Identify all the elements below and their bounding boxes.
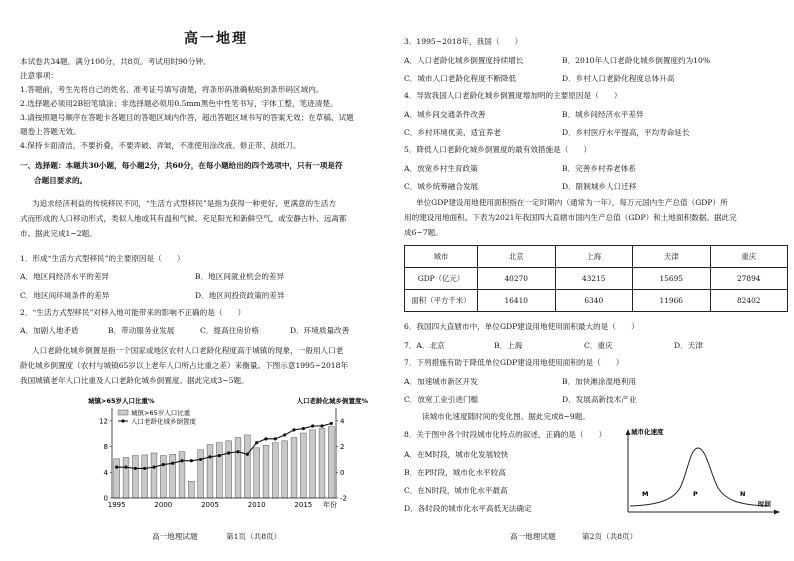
table-cell: 40270 [478, 268, 556, 290]
question-stem: 7．下列措施有助于降低单位GDP建设用地使用面积的是（ ） [404, 358, 624, 367]
chart-bar [310, 430, 316, 498]
passage-line: 成6~7题。 [404, 228, 443, 237]
option-b[interactable]: B．上海 [494, 341, 523, 350]
option-c[interactable]: C．在N时段，城市化水平最高 [404, 486, 508, 495]
table-header-cell: 重庆 [710, 246, 788, 268]
chart-line-point [236, 450, 239, 453]
right-page [402, 0, 787, 561]
label-n: N [740, 490, 746, 498]
exam-note: 本试卷共34题，满分100分，共8页。考试用时90分钟。 [20, 57, 211, 66]
option-a[interactable]: A．人口老龄化城乡倒置度持续增长 [404, 56, 524, 65]
table-cell: GDP（亿元） [405, 268, 478, 290]
chart-line-point [311, 424, 314, 427]
chart-x-tick-label: 2005 [201, 501, 219, 509]
option-d[interactable]: D．乡村医疗水平提高，平均寿命延长 [562, 128, 690, 137]
exam-note: 1.答题前，考生先将自己的姓名、准考证号填写清楚，将条形码准确粘贴到条形码区域内。 [20, 85, 324, 94]
chart-line-point [208, 455, 211, 458]
speed-curve [630, 448, 768, 506]
chart-line-point [320, 424, 323, 427]
section-heading: 一、选择题：本题共30小题，每小题2分，共60分，在每小题给出的四个选项中，只有一项是符 [20, 161, 343, 170]
exam-note: 3.请按照题号顺序在答题卡各题目的答题区域内作答，超出答题区域书写的答案无效；在草稿、试题 [20, 113, 354, 122]
footer-title: 高一地理试题 [510, 532, 556, 541]
footer-page: 第2页（共8页） [582, 532, 638, 541]
chart-line-point [264, 437, 267, 440]
option-a[interactable]: A．加剧人地矛盾 [20, 326, 79, 335]
chart-bar [291, 438, 297, 498]
chart-line-point [124, 466, 127, 469]
table-cell: 16410 [478, 290, 556, 312]
chart-bar [132, 456, 138, 498]
chart-x-tick-label: 年份 [323, 501, 337, 509]
legend-line-marker [121, 419, 124, 422]
option-d[interactable]: D．限制城乡人口迁移 [562, 182, 637, 191]
option-a[interactable]: 7．A．北京 [404, 341, 445, 350]
chart-bar [179, 452, 185, 498]
question-stem: 4．导致我国人口老龄化城乡倒置度增加明的主要原因是（ ） [404, 91, 622, 100]
chart-bar [328, 427, 334, 498]
chart-line-point [143, 467, 146, 470]
chart-line-point [162, 463, 165, 466]
question-stem: 8．关于图中各个时段城市化特点的叙述，正确的是（ ） [404, 430, 607, 439]
left-page [8, 0, 393, 561]
passage-line: 单位GDP建设用地使用面积指在一定时期内（通常为一年），每万元国内生产总值（GDP）所 [416, 198, 728, 207]
option-c[interactable]: C．城乡统筹融合发展 [404, 182, 479, 191]
exam-note: 题卷上答题无效。 [20, 127, 81, 136]
table-cell: 15695 [633, 268, 711, 290]
option-d[interactable]: D．各时段的城市化水平高低无法确定 [404, 504, 532, 513]
chart-line-point [292, 428, 295, 431]
option-d[interactable]: D．环境质量改善 [290, 326, 350, 335]
chart-y-left-tick-label: 0 [103, 494, 108, 503]
table-row [405, 268, 788, 290]
option-d[interactable]: D．乡村人口老龄化程度总体升高 [562, 74, 675, 83]
chart-bar [244, 435, 250, 498]
figure-ylabel: 城市化速度 [631, 428, 664, 436]
chart-bar [160, 456, 166, 498]
chart-line-series [117, 423, 332, 468]
x-axis-arrow-icon [774, 510, 780, 515]
chart-bar [170, 454, 176, 498]
option-b[interactable]: B．在P时段，城市化水平较高 [404, 468, 506, 477]
option-b[interactable]: B．2010年人口老龄化城乡倒置度约为10% [562, 56, 711, 65]
passage-line: 人口老龄化城乡倒置是指一个国家或地区农村人口老龄化程度高于城镇的现象，一般用人口老 [32, 346, 344, 355]
question-stem: 1．形成“生活方式型移民”的主要原因是（ ） [20, 254, 185, 263]
chart-bar [272, 443, 278, 498]
table-cell: 43215 [555, 268, 633, 290]
chart-bar [207, 445, 213, 498]
option-c[interactable]: C．城市人口老龄化程度不断降低 [404, 74, 517, 83]
option-a[interactable]: A．放宽乡村生育政策 [404, 164, 478, 173]
option-a[interactable]: A．在M时段，城市化发展较快 [404, 450, 509, 459]
table-header-cell: 天津 [633, 246, 711, 268]
exam-note: 注意事项： [20, 71, 58, 80]
option-d[interactable]: D．地区间投资政策的差异 [195, 291, 285, 300]
chart-bar [263, 445, 269, 498]
chart-y-left-tick-label: 8 [103, 443, 108, 452]
chart-x-tick-label: 2000 [154, 501, 173, 509]
chart-line-point [274, 437, 277, 440]
option-d[interactable]: D．天津 [674, 341, 703, 350]
chart-line-point [246, 453, 249, 456]
gdp-area-table [404, 245, 788, 312]
table-header-row [405, 246, 788, 268]
chart-bar [319, 429, 325, 498]
chart-line-point [190, 459, 193, 462]
footer-title: 高一地理试题 [152, 532, 198, 541]
table-row [405, 290, 788, 312]
table-cell: 11966 [633, 290, 711, 312]
option-b[interactable]: B．地区间就业机会的差异 [195, 272, 285, 281]
option-b[interactable]: B．带动服务业发展 [108, 326, 175, 335]
legend-line-label: 人口老龄化城乡倒置度 [131, 417, 196, 426]
chart-y-right-tick-label: 0 [340, 468, 345, 477]
option-c[interactable]: C．地区间环境条件的差异 [20, 291, 110, 300]
figure-xlabel: 时间 [758, 500, 771, 508]
aging-chart [88, 396, 368, 514]
chart-line-point [218, 454, 221, 457]
chart-bar [142, 455, 148, 498]
passage-line: 用的建设用地面积。下表为2021年我国四大直辖市国内生产总值（GDP）和土地面积数据。据此完 [404, 213, 737, 222]
chart-y-left-tick-label: 12 [99, 417, 108, 426]
option-c[interactable]: C．乡村环境优美，适宜养老 [404, 128, 501, 137]
passage-line: 我国城镇老年人口比重及人口老龄化城乡倒置度。据此完成3~5题。 [20, 376, 249, 385]
label-p: P [693, 490, 698, 498]
chart-line-point [255, 441, 258, 444]
chart-line-point [180, 459, 183, 462]
chart-bar [226, 441, 232, 498]
option-b[interactable]: B．完善乡村养老体系 [562, 164, 636, 173]
chart-line-point [227, 451, 230, 454]
option-c[interactable]: C．重庆 [584, 341, 613, 350]
urbanization-speed-figure [618, 426, 788, 518]
footer-page: 第1页（共8页） [226, 532, 282, 541]
chart-bar [198, 450, 204, 498]
question-stem: 5．降低人口老龄化城乡倒置度的最有效措施是（ ） [404, 145, 592, 154]
chart-y-right-tick-label: 4 [340, 417, 345, 426]
option-b[interactable]: B．城乡间经济水平差异 [562, 110, 644, 119]
chart-bar [123, 458, 129, 499]
chart-bar [300, 433, 306, 498]
table-cell: 27894 [710, 268, 788, 290]
chart-x-tick-label: 2010 [247, 501, 266, 509]
option-a[interactable]: A．城乡间交通条件改善 [404, 110, 486, 119]
chart-y-left-tick-label: 4 [103, 468, 108, 477]
chart-bar [216, 443, 222, 498]
chart-line-point [302, 427, 305, 430]
option-c[interactable]: C．放宽工业引进门槛 [404, 395, 479, 404]
option-c[interactable]: C．提高住房价格 [200, 326, 259, 335]
page-title: 高一地理 [184, 31, 248, 47]
table-cell: 面积（平方千米） [405, 290, 478, 312]
table-cell: 6340 [555, 290, 633, 312]
option-a[interactable]: A．地区间经济水平的差异 [20, 272, 110, 281]
chart-line-point [330, 422, 333, 425]
table-header-cell: 北京 [478, 246, 556, 268]
option-d[interactable]: D．发展高新技术产业 [562, 395, 637, 404]
passage-line: 市。据此完成1~2题。 [20, 229, 97, 238]
table-cell: 82402 [710, 290, 788, 312]
question-stem: 6．我国四大直辖市中，单位GDP建设用地使用面积最大的是（ ） [404, 322, 639, 331]
chart-bar [235, 438, 241, 498]
table-header-cell: 城市 [405, 246, 478, 268]
chart-left-axis-title: 城镇>65岁人口比重% [88, 397, 155, 405]
chart-x-tick-label: 1995 [107, 501, 126, 509]
question-stem: 3．1995~2018年，我国（ ） [404, 37, 523, 46]
chart-bar [114, 459, 120, 498]
option-a[interactable]: A．加速城市新区开发 [404, 377, 478, 386]
chart-y-right-tick-label: 2 [340, 443, 345, 452]
option-b[interactable]: B．加快滩涂湿地利用 [562, 377, 636, 386]
passage-line: 式而形成的人口移动形式，类似人地或其有温和气候、充足阳光和新鲜空气，或安静古朴、远离都 [20, 214, 347, 223]
question-stem: 2．“生活方式型移民”对移入地可能带来的影响不正确的是（ ） [20, 308, 246, 317]
chart-line-point [171, 462, 174, 465]
chart-right-axis-title: 人口老龄化城乡倒置度% [296, 397, 368, 405]
chart-line-point [152, 466, 155, 469]
table-header-cell: 上海 [555, 246, 633, 268]
chart-line-point [134, 467, 137, 470]
exam-note: 2.选择题必须用2B铅笔填涂；非选择题必须用0.5mm黑色中性笔书写，字体工整，笔迹清楚。 [20, 99, 338, 108]
passage-line: 读城市化速度随时间的变化图。据此完成8~9题。 [422, 412, 590, 421]
y-axis-arrow-icon [626, 429, 631, 435]
chart-bar [254, 448, 260, 498]
chart-line-point [199, 458, 202, 461]
exam-note: 4.保持卡面清洁，不要折叠，不要弄破、弄皱，不准使用涂改液、修正带、刮纸刀。 [20, 141, 301, 150]
chart-line-point [283, 433, 286, 436]
passage-line: 为追求经济利益的传统移民不同，“生活方式型移民”是指为获得一种更好、更满意的生活方 [32, 199, 336, 208]
label-m: M [642, 490, 649, 498]
chart-bar [188, 481, 194, 498]
chart-x-tick-label: 2015 [294, 501, 313, 509]
legend-bar-swatch [118, 410, 128, 415]
chart-bar [151, 453, 157, 498]
chart-bar [282, 441, 288, 498]
passage-line: 龄化城乡倒置度（农村与城镇65岁以上老年人口所占比重之差）来衡量。下图示意1995~2018年 [20, 361, 349, 370]
section-heading-cont: 合题目要求的。 [34, 176, 88, 185]
chart-line-point [115, 466, 118, 469]
legend-bar-label: 城镇>65岁人口比重 [131, 409, 191, 417]
chart-y-right-tick-label: -2 [340, 494, 347, 503]
